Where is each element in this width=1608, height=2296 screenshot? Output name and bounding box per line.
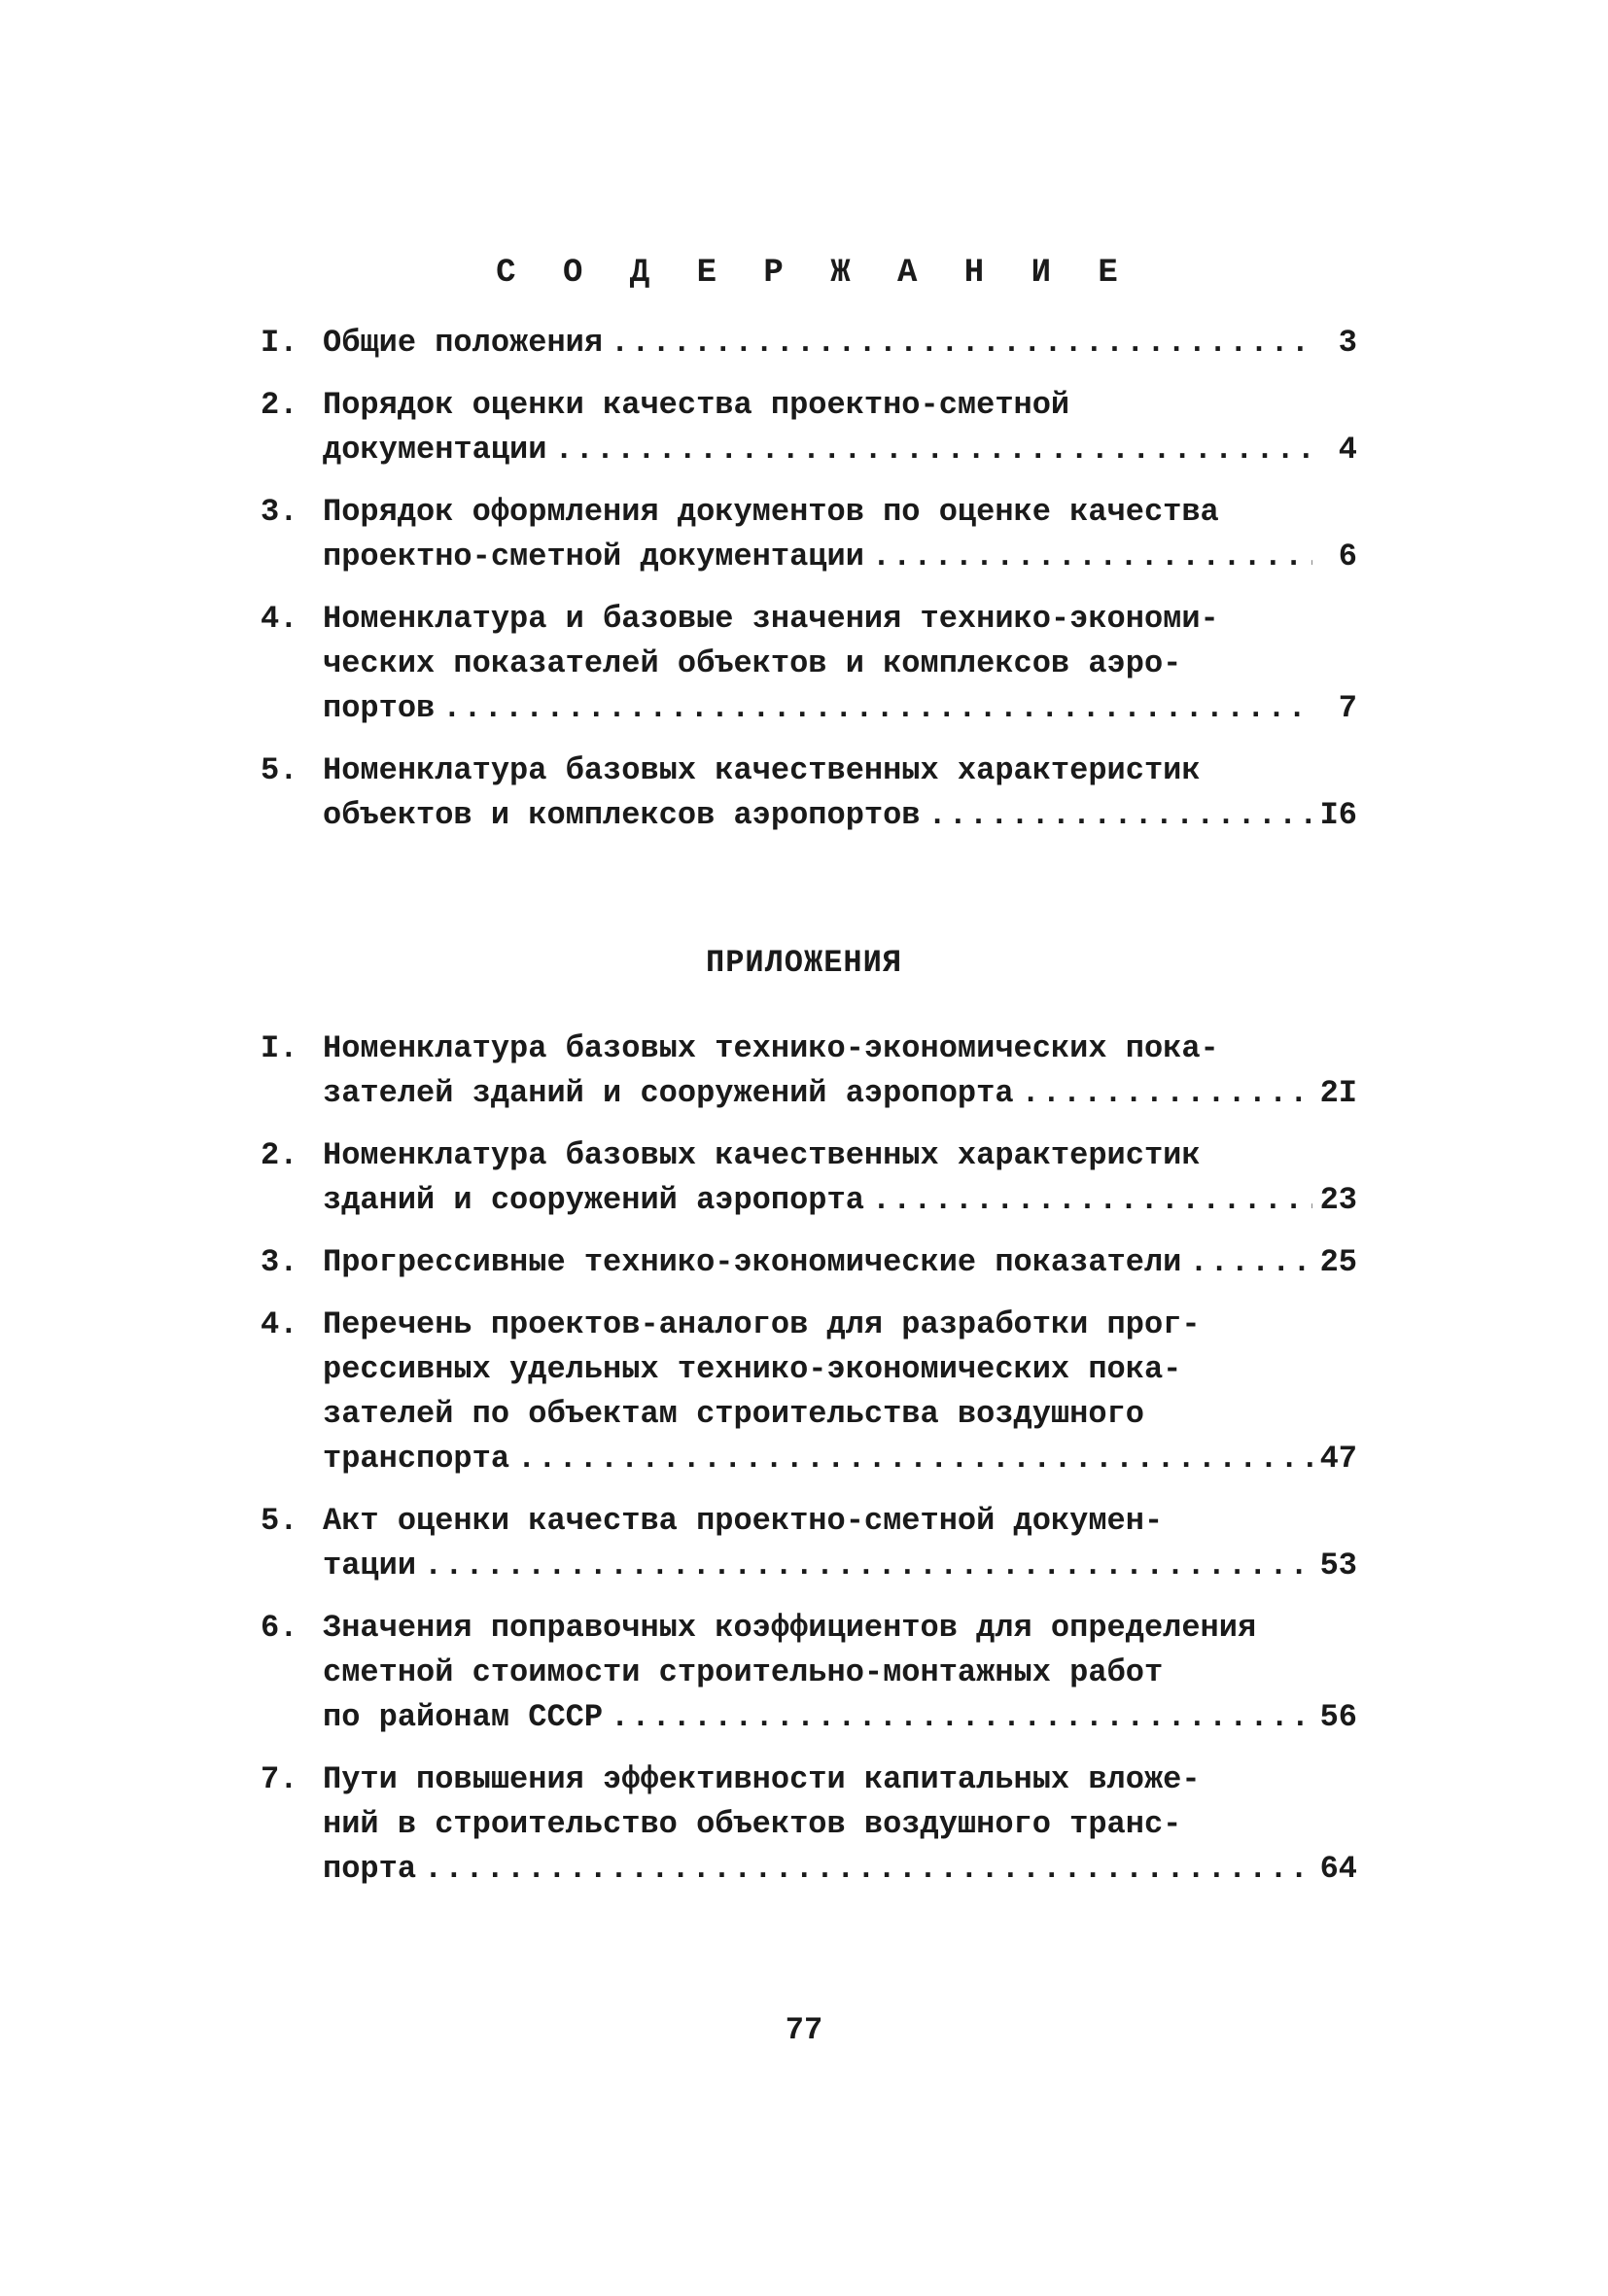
- entry-title-line: зателей по объектам строительства воздушного: [323, 1396, 1144, 1432]
- dot-leader: [435, 686, 1312, 731]
- entry-title: портов: [323, 690, 436, 726]
- entry-title: объектов и комплексов аэропортов: [323, 797, 921, 833]
- entry-title-line: Порядок оценки качества проектно-сметной: [323, 387, 1070, 423]
- entry-title-line: Порядок оформления документов по оценке качества: [323, 494, 1219, 530]
- contents-entry[interactable]: [261, 383, 1357, 472]
- entry-title-line: Пути повышения эффективности капитальных вложе-: [323, 1761, 1201, 1797]
- dot-leader: [1014, 1071, 1312, 1116]
- appendix-list: [261, 1026, 1357, 1892]
- entry-title-line: Номенклатура базовых технико-экономических пока-: [323, 1030, 1219, 1066]
- dot-leader: [416, 1544, 1312, 1588]
- entry-title: тации: [323, 1548, 417, 1583]
- entry-page: I6: [1319, 797, 1357, 833]
- entry-number: 2.: [261, 387, 298, 423]
- entry-title: зателей зданий и сооружений аэропорта: [323, 1075, 1014, 1111]
- dot-leader: [509, 1437, 1312, 1481]
- entry-title-line: ний в строительство объектов воздушного транс-: [323, 1806, 1182, 1842]
- dot-leader: [1181, 1240, 1312, 1285]
- entry-number: I.: [261, 1030, 298, 1066]
- entry-number: 4.: [261, 1306, 298, 1342]
- contents-entry[interactable]: [261, 490, 1357, 579]
- entry-number: I.: [261, 325, 298, 361]
- dot-leader: [416, 1847, 1312, 1892]
- entry-page: 2I: [1319, 1075, 1357, 1111]
- entry-number: 5.: [261, 1503, 298, 1539]
- contents-entry[interactable]: [261, 321, 1357, 365]
- entry-title-line: Номенклатура базовых качественных характеристик: [323, 752, 1201, 788]
- entry-title-line: Акт оценки качества проектно-сметной докумен-: [323, 1503, 1164, 1539]
- appendix-entry[interactable]: [261, 1606, 1357, 1740]
- entry-title-line: сметной стоимости строительно-монтажных работ: [323, 1654, 1164, 1690]
- appendix-entry[interactable]: [261, 1240, 1357, 1285]
- entry-page: 56: [1319, 1699, 1357, 1735]
- entry-title: проектно-сметной документации: [323, 539, 864, 574]
- dot-leader: [603, 1695, 1312, 1740]
- entry-title: зданий и сооружений аэропорта: [323, 1182, 864, 1218]
- entry-title-line: Номенклатура базовых качественных характеристик: [323, 1137, 1201, 1173]
- entry-number: 6.: [261, 1610, 298, 1646]
- appendix-entry[interactable]: [261, 1757, 1357, 1892]
- dot-leader: [603, 321, 1312, 365]
- entry-title: по районам СССР: [323, 1699, 604, 1735]
- entry-number: 3.: [261, 494, 298, 530]
- entry-page: 47: [1319, 1441, 1357, 1477]
- dot-leader: [546, 428, 1312, 472]
- entry-title: Прогрессивные технико-экономические показатели: [323, 1244, 1182, 1280]
- appendix-entry[interactable]: [261, 1026, 1357, 1116]
- entry-title: порта: [323, 1851, 417, 1887]
- entry-number: 4.: [261, 601, 298, 637]
- contents-list: [261, 321, 1357, 838]
- entry-title-line: ческих показателей объектов и комплексов аэро-: [323, 645, 1182, 681]
- entry-page: 4: [1338, 432, 1357, 468]
- entry-title: документации: [323, 432, 547, 468]
- entry-title-line: Перечень проектов-аналогов для разработки прог-: [323, 1306, 1201, 1342]
- contents-entry[interactable]: [261, 748, 1357, 838]
- contents-entry[interactable]: [261, 597, 1357, 731]
- entry-title-line: рессивных удельных технико-экономических пока-: [323, 1351, 1182, 1387]
- entry-page: 23: [1319, 1182, 1357, 1218]
- contents-title: С О Д Е Р Ж А Н И Е: [496, 255, 1132, 292]
- entry-page: 53: [1319, 1548, 1357, 1583]
- entry-title-line: Значения поправочных коэффициентов для определения: [323, 1610, 1257, 1646]
- entry-number: 3.: [261, 1244, 298, 1280]
- appendix-entry[interactable]: [261, 1133, 1357, 1223]
- page-number: 77: [785, 2012, 823, 2048]
- entry-number: 2.: [261, 1137, 298, 1173]
- dot-leader: [921, 793, 1313, 838]
- entry-title: транспорта: [323, 1441, 510, 1477]
- dot-leader: [864, 1178, 1312, 1223]
- appendix-entry[interactable]: [261, 1499, 1357, 1588]
- entry-page: 6: [1338, 539, 1357, 574]
- entry-page: 7: [1338, 690, 1357, 726]
- entry-page: 3: [1338, 325, 1357, 361]
- entry-title: Общие положения: [323, 325, 604, 361]
- entry-number: 5.: [261, 752, 298, 788]
- entry-page: 64: [1319, 1851, 1357, 1887]
- entry-page: 25: [1319, 1244, 1357, 1280]
- appendix-entry[interactable]: [261, 1303, 1357, 1481]
- entry-number: 7.: [261, 1761, 298, 1797]
- entry-title-line: Номенклатура и базовые значения технико-экономи-: [323, 601, 1219, 637]
- appendix-heading: ПРИЛОЖЕНИЯ: [705, 945, 903, 981]
- dot-leader: [864, 535, 1312, 579]
